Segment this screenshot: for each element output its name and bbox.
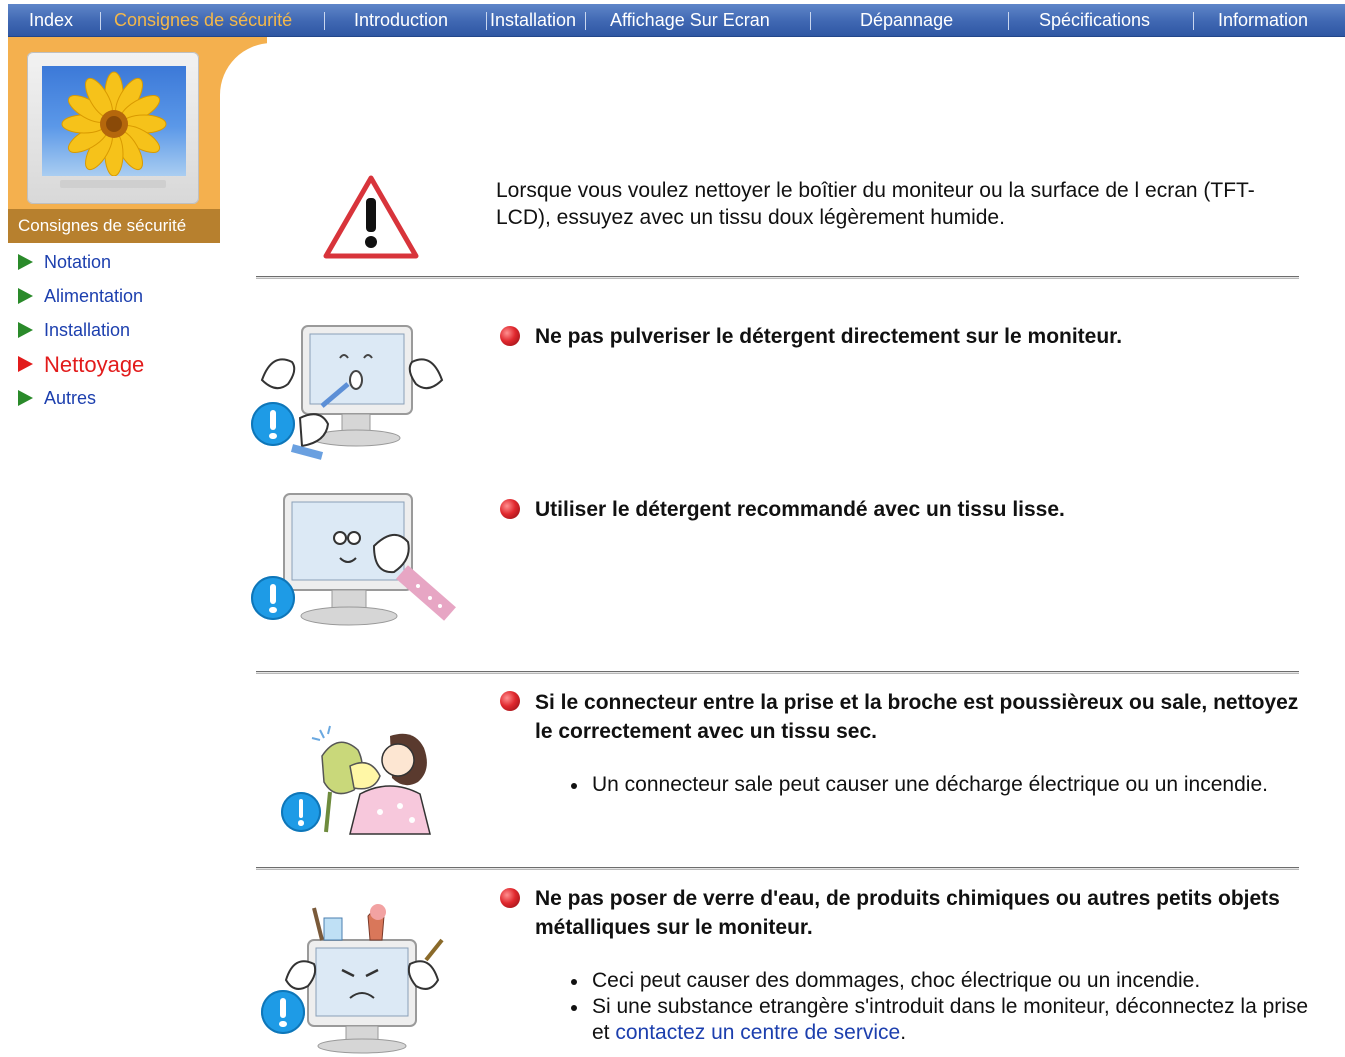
intro-text: Lorsque vous voulez nettoyer le boîtier du moniteur ou la surface de l ecran (TFT-LCD), essuyez avec un tissu doux légèrement humide.: [496, 179, 1255, 229]
green-arrow-icon: [18, 322, 33, 338]
sidebar-item-label: Nettoyage: [44, 352, 145, 377]
section-heading: Ne pas pulveriser le détergent directement sur le moniteur.: [535, 325, 1123, 348]
exclamation-circle-icon: [281, 792, 321, 832]
green-arrow-icon: [18, 390, 33, 406]
nav-separator: [100, 12, 101, 30]
red-arrow-icon: [18, 356, 33, 372]
green-arrow-icon: [18, 288, 33, 304]
nav-item-affichage-sur-ecran[interactable]: Affichage Sur Ecran: [610, 10, 770, 30]
section-divider: [256, 867, 1299, 870]
list-item: [592, 994, 1312, 1046]
contact-service-center-link[interactable]: contactez un centre de service: [615, 1021, 901, 1044]
section-bullet-list: [592, 968, 1312, 1046]
nav-item-information[interactable]: Information: [1218, 10, 1309, 30]
sidebar-item-label: Autres: [44, 388, 97, 408]
monitor-base: [60, 180, 166, 188]
list-item: Un connecteur sale peut causer une décharge électrique ou un incendie.: [592, 772, 1312, 798]
nav-item-consignes-securite[interactable]: Consignes de sécurité: [114, 10, 293, 30]
list-item-text-end: .: [900, 1021, 907, 1044]
section-bullet-list: [592, 772, 1312, 798]
nav-item-installation[interactable]: Installation: [490, 10, 577, 30]
sidebar-item-label: Alimentation: [44, 286, 144, 306]
exclamation-circle-icon: [251, 402, 295, 446]
nav-separator: [324, 12, 325, 30]
red-ball-bullet-icon: [500, 499, 520, 519]
nav-separator: [1193, 12, 1194, 30]
sidebar-item-label: Installation: [44, 320, 131, 340]
red-ball-bullet-icon: [500, 326, 520, 346]
top-navigation-bar: [8, 4, 1345, 37]
nav-item-depannage[interactable]: Dépannage: [860, 10, 954, 30]
sunflower-icon: [42, 66, 186, 176]
exclamation-circle-icon: [261, 990, 305, 1034]
sidebar-item-label: Notation: [44, 252, 112, 272]
nav-item-specifications[interactable]: Spécifications: [1039, 10, 1151, 30]
nav-separator: [1008, 12, 1009, 30]
section-heading: Si le connecteur entre la prise et la broche est poussièreux ou sale, nettoyez le correctement avec un tissu sec.: [535, 691, 1299, 743]
nav-separator: [810, 12, 811, 30]
section-divider: [256, 276, 1299, 279]
monitor-screen-flower: [42, 66, 186, 176]
red-ball-bullet-icon: [500, 888, 520, 908]
warning-triangle-icon: [322, 174, 420, 260]
section-heading: Utiliser le détergent recommandé avec un tissu lisse.: [535, 498, 1065, 521]
section-title: Consignes de sécurité: [8, 209, 220, 243]
nav-item-introduction[interactable]: Introduction: [354, 10, 449, 30]
list-item: Ceci peut causer des dommages, choc électrique ou un incendie.: [592, 968, 1312, 994]
exclamation-circle-icon: [251, 576, 295, 620]
list-item-text: Si une substance etrangère s'introduit dans le moniteur, déconnectez la prise et: [592, 995, 1309, 1044]
nav-separator: [486, 12, 487, 30]
red-ball-bullet-icon: [500, 691, 520, 711]
section-heading: Ne pas poser de verre d'eau, de produits chimiques ou autres petits objets métalliques sur le moniteur.: [535, 887, 1280, 939]
green-arrow-icon: [18, 254, 33, 270]
section-divider: [256, 671, 1299, 674]
hero-corner-curve: [215, 37, 267, 147]
nav-item-index[interactable]: Index: [29, 10, 74, 30]
nav-separator: [585, 12, 586, 30]
